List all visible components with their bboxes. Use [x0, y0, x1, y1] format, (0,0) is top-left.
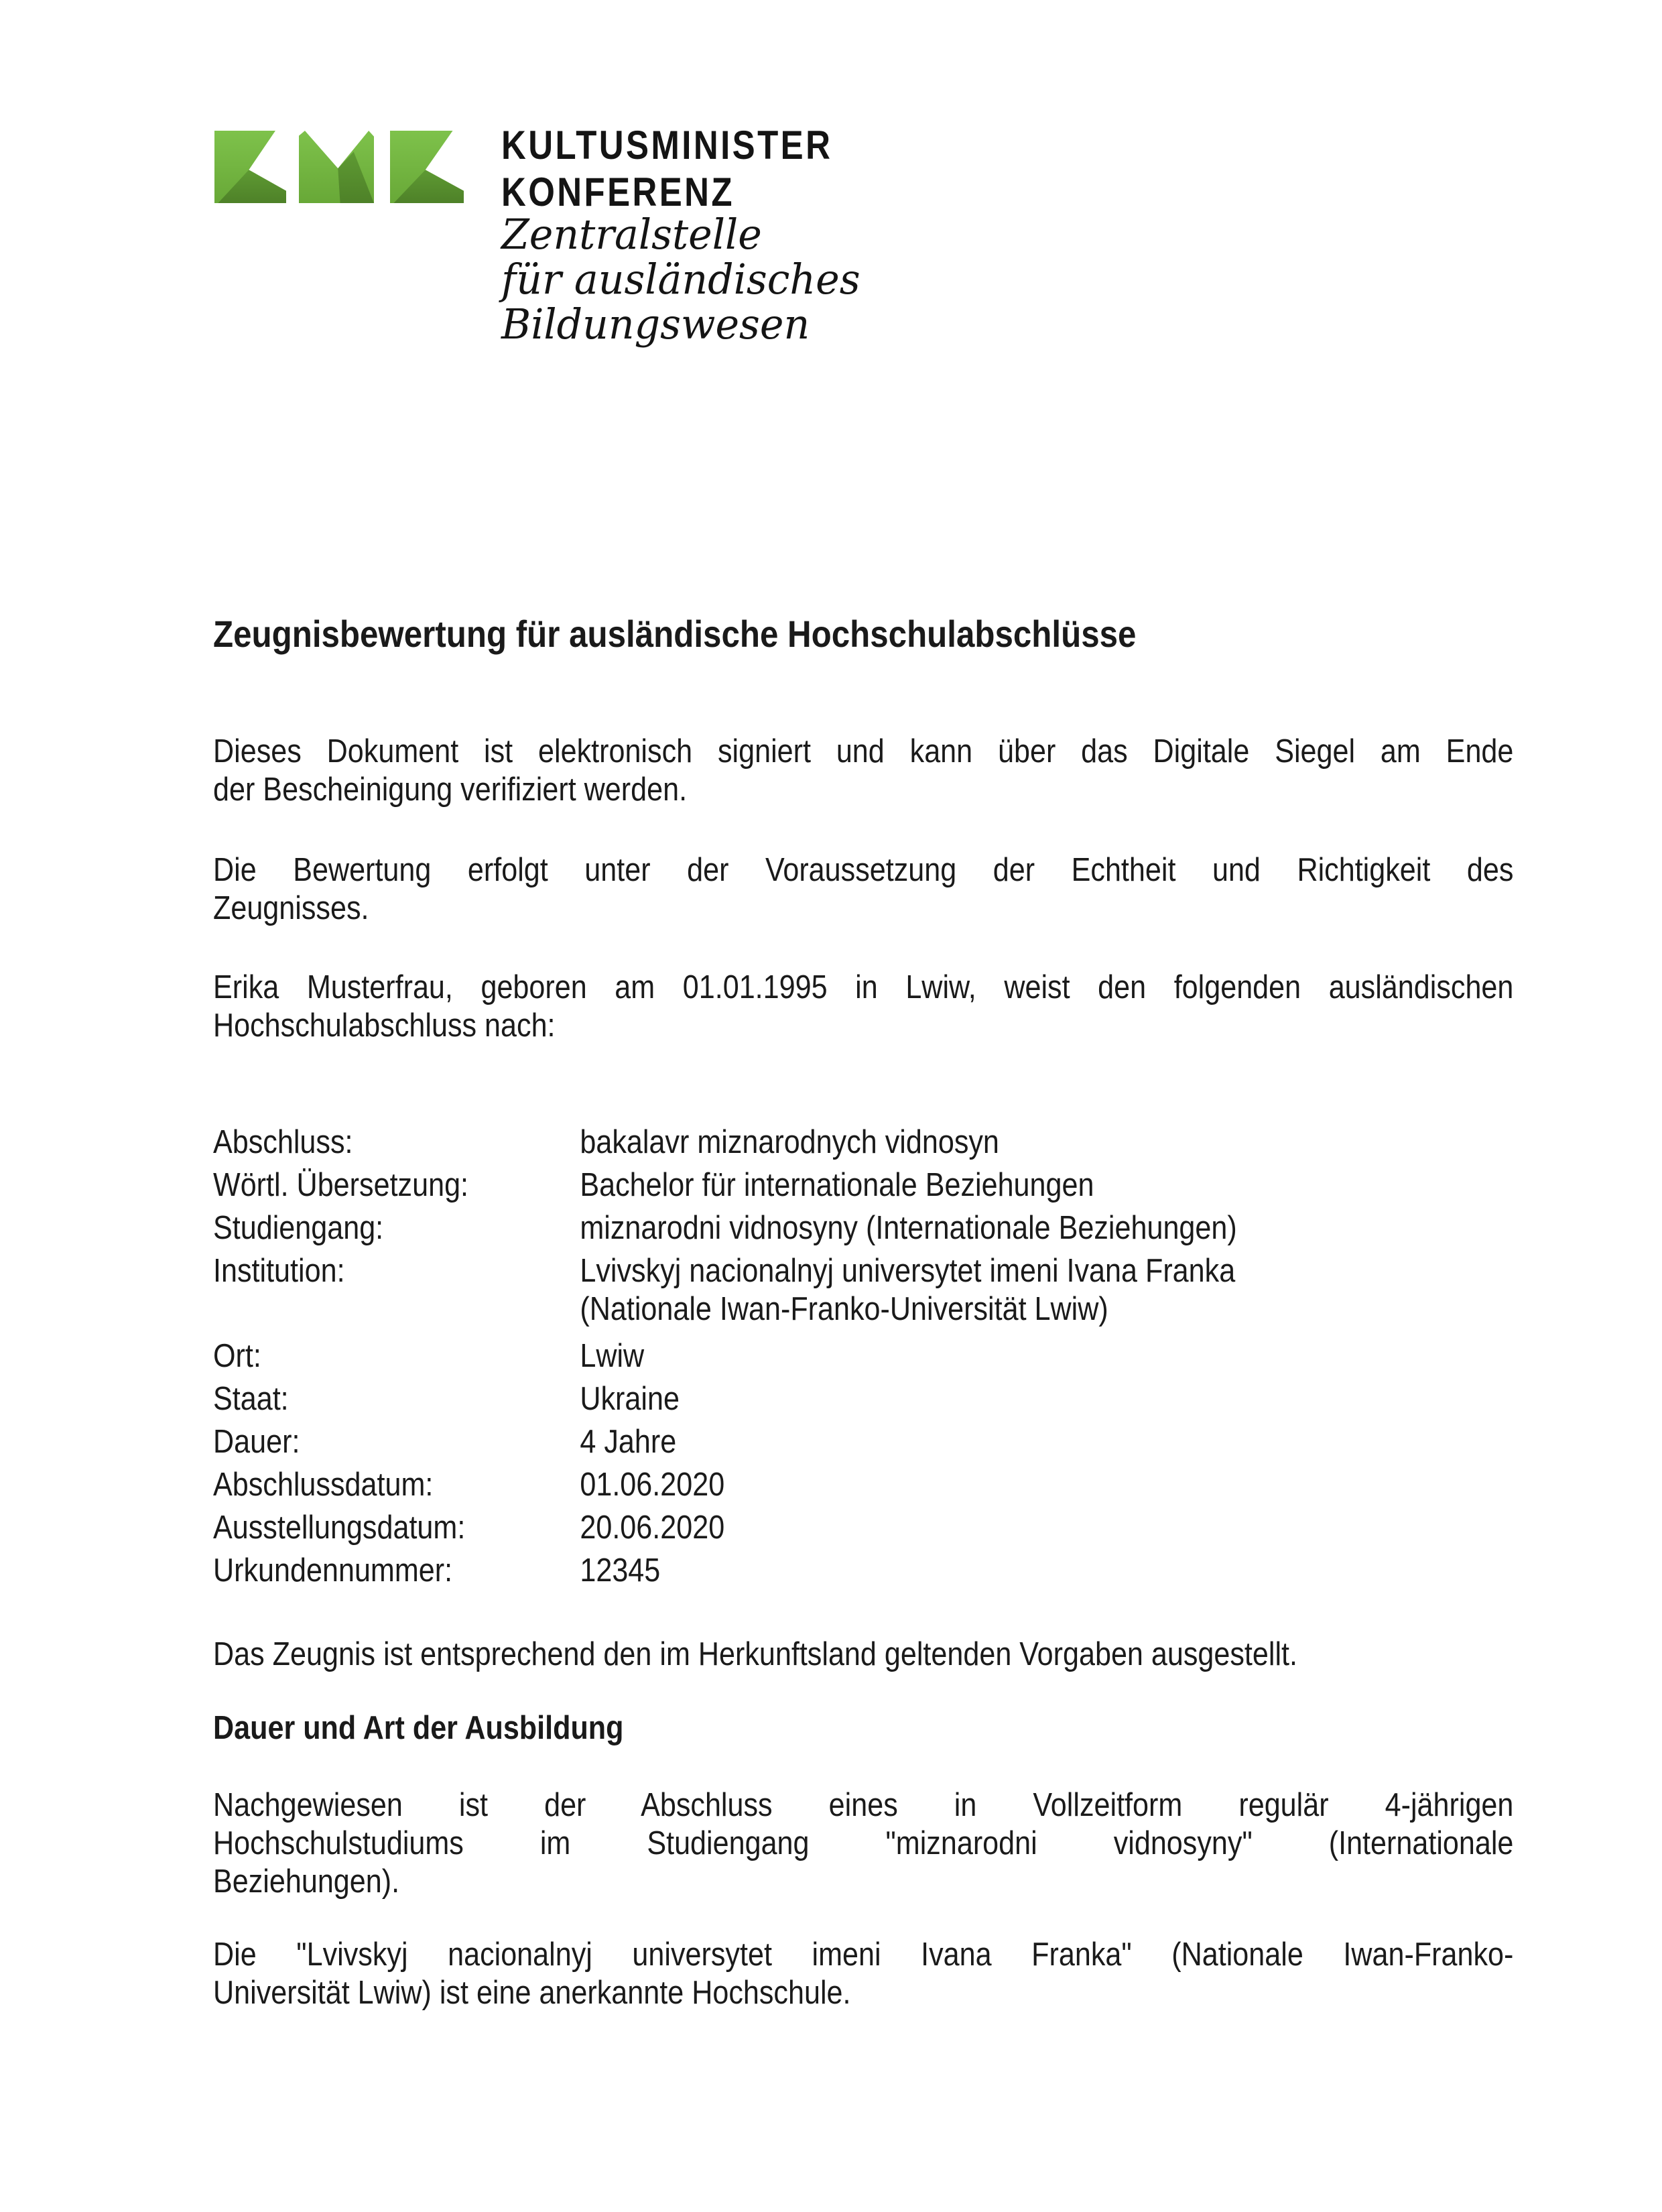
detail-value-line1: Lvivskyj nacionalnyj universytet imeni Ivana Franka: [580, 1253, 1236, 1289]
org-subtitle-line1: Zentralstelle: [501, 210, 762, 259]
paragraph-signature-note: [213, 733, 1513, 809]
paragraph-line: Hochschulabschluss nach:: [213, 1007, 556, 1044]
org-name-line2: KONFERENZ: [501, 170, 734, 214]
detail-row-ausstellungsdatum: [213, 1509, 1513, 1547]
paragraph-line: Erika Musterfrau, geboren am 01.01.1995 in Lwiw, weist den folgenden ausländischen: [213, 969, 1514, 1005]
paragraph-line: Nachgewiesen ist der Abschluss eines in Vollzeitform regulär 4-jährigen: [213, 1787, 1514, 1823]
detail-row-institution: [213, 1252, 1513, 1329]
detail-value: [580, 1252, 1513, 1329]
detail-label: Institution:: [213, 1253, 345, 1289]
org-subtitle-line3: Bildungswesen: [501, 300, 810, 349]
detail-label: Abschlussdatum:: [213, 1467, 434, 1503]
detail-value-line2: (Nationale Iwan-Franko-Universität Lwiw): [580, 1291, 1108, 1327]
detail-value: Lwiw: [580, 1338, 645, 1374]
paragraph-person: [213, 969, 1513, 1045]
paragraph-authenticity: [213, 851, 1513, 928]
detail-value: 4 Jahre: [580, 1424, 677, 1460]
detail-label: Wörtl. Übersetzung:: [213, 1167, 469, 1203]
detail-label: Dauer:: [213, 1424, 300, 1460]
paragraph-line: Hochschulstudiums im Studiengang "miznarodni vidnosyny" (Internationale: [213, 1825, 1514, 1861]
document-body: [213, 0, 1513, 2212]
detail-row-dauer: [213, 1423, 1513, 1461]
detail-row-ort: [213, 1337, 1513, 1375]
details-table: [213, 1123, 1513, 1595]
detail-value: 01.06.2020: [580, 1467, 725, 1503]
detail-label: Ort:: [213, 1338, 261, 1374]
org-subtitle-line2: für ausländisches: [501, 255, 860, 304]
paragraph-line: Zeugnisses.: [213, 890, 369, 926]
detail-value: miznarodni vidnosyny (Internationale Beziehungen): [580, 1210, 1237, 1246]
paragraph-line: Die Bewertung erfolgt unter der Voraussetzung der Echtheit und Richtigkeit des: [213, 852, 1514, 888]
paragraph-hochschule: [213, 1936, 1513, 2012]
detail-label: Studiengang:: [213, 1210, 384, 1246]
detail-value: Ukraine: [580, 1381, 680, 1417]
detail-row-urkundennummer: [213, 1552, 1513, 1590]
paragraph-line: Beziehungen).: [213, 1863, 400, 1900]
detail-label: Staat:: [213, 1381, 289, 1417]
detail-row-woertl-uebersetzung: [213, 1166, 1513, 1205]
paragraph-line: Universität Lwiw) ist eine anerkannte Hochschule.: [213, 1975, 851, 2011]
detail-value: bakalavr miznarodnych vidnosyn: [580, 1124, 999, 1160]
paragraph-studium: [213, 1786, 1513, 1901]
detail-value: 12345: [580, 1552, 661, 1589]
detail-row-staat: [213, 1380, 1513, 1418]
detail-label: Urkundennummer:: [213, 1552, 453, 1589]
paragraph-line: Die "Lvivskyj nacionalnyj universytet imeni Ivana Franka" (Nationale Iwan-Franko-: [213, 1937, 1514, 1973]
org-name-line1: KULTUSMINISTER: [501, 123, 833, 168]
detail-label: Abschluss:: [213, 1124, 353, 1160]
paragraph-line: der Bescheinigung verifiziert werden.: [213, 772, 688, 808]
detail-label: Ausstellungsdatum:: [213, 1510, 466, 1546]
paragraph-line: Dieses Dokument ist elektronisch signiert und kann über das Digitale Siegel am Ende: [213, 733, 1514, 770]
detail-row-studiengang: [213, 1209, 1513, 1247]
detail-value: Bachelor für internationale Beziehungen: [580, 1167, 1094, 1203]
paragraph-vorgaben: Das Zeugnis ist entsprechend den im Herkunftsland geltenden Vorgaben ausgestellt.: [213, 1636, 1298, 1672]
document-title: Zeugnisbewertung für ausländische Hochschulabschlüsse: [213, 613, 1137, 655]
section-heading: Dauer und Art der Ausbildung: [213, 1710, 624, 1746]
detail-value: 20.06.2020: [580, 1510, 725, 1546]
detail-row-abschlussdatum: [213, 1466, 1513, 1504]
detail-row-abschluss: [213, 1123, 1513, 1162]
